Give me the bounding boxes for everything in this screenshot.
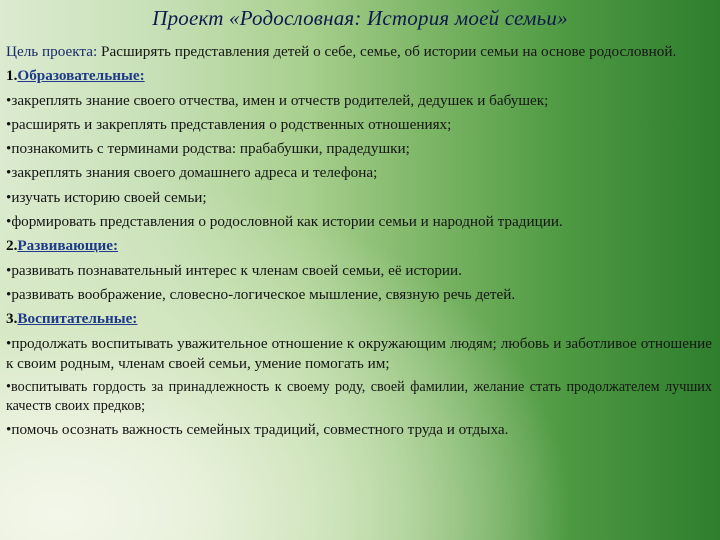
list-item: •расширять и закреплять представления о родственных отношениях; [6, 115, 452, 133]
list-item: •помочь осознать важность семейных традиций, совместного труда и отдыха. [6, 420, 509, 438]
list-item: •закреплять знания своего домашнего адреса и телефона; [6, 164, 378, 182]
section-number: 1. [6, 67, 18, 85]
list-item: •изучать историю своей семьи; [6, 188, 207, 206]
section-heading-upbringing [6, 307, 712, 331]
slide-title: Проект «Родословная: История моей семьи» [152, 6, 568, 30]
section-heading-educational [6, 64, 712, 88]
list-item: •развивать познавательный интерес к членам своей семьи, её истории. [6, 261, 462, 279]
section-number: 3. [6, 310, 18, 328]
goal-label: Цель проекта: [6, 43, 98, 60]
list-item: •познакомить с терминами родства: прабабушки, прадедушки; [6, 140, 410, 158]
list-item [6, 89, 712, 113]
list-item: •развивать воображение, словесно-логическое мышление, связную речь детей. [6, 285, 516, 303]
goal-text: Расширять представления детей о себе, семье, об истории семьи на основе родословной. [97, 43, 677, 60]
section-title: Образовательные: [17, 67, 145, 85]
list-item: •продолжать воспитывать уважительное отношение к окружающим людям; любовь и заботливое отношение к своим родным, членам своей семьи, умение помогать им; [6, 334, 712, 372]
project-goal [6, 40, 712, 64]
list-item-text: •формировать представления о родословной как истории семьи и народной традиции. [6, 213, 563, 231]
section-heading-developing [6, 234, 712, 258]
slide-content [6, 40, 712, 442]
section-title: Воспитательные: [17, 310, 138, 328]
section-title: Развивающие: [17, 237, 119, 255]
section-number: 2. [6, 237, 18, 255]
list-item: •воспитывать гордость за принадлежность к своему роду, своей фамилии, желание стать продолжателем лучших качеств своих предков; [6, 378, 712, 414]
list-item-text: •закреплять знание своего отчества, имен и отчеств родителей, дедушек и бабушек; [6, 91, 549, 109]
list-item [6, 210, 712, 234]
